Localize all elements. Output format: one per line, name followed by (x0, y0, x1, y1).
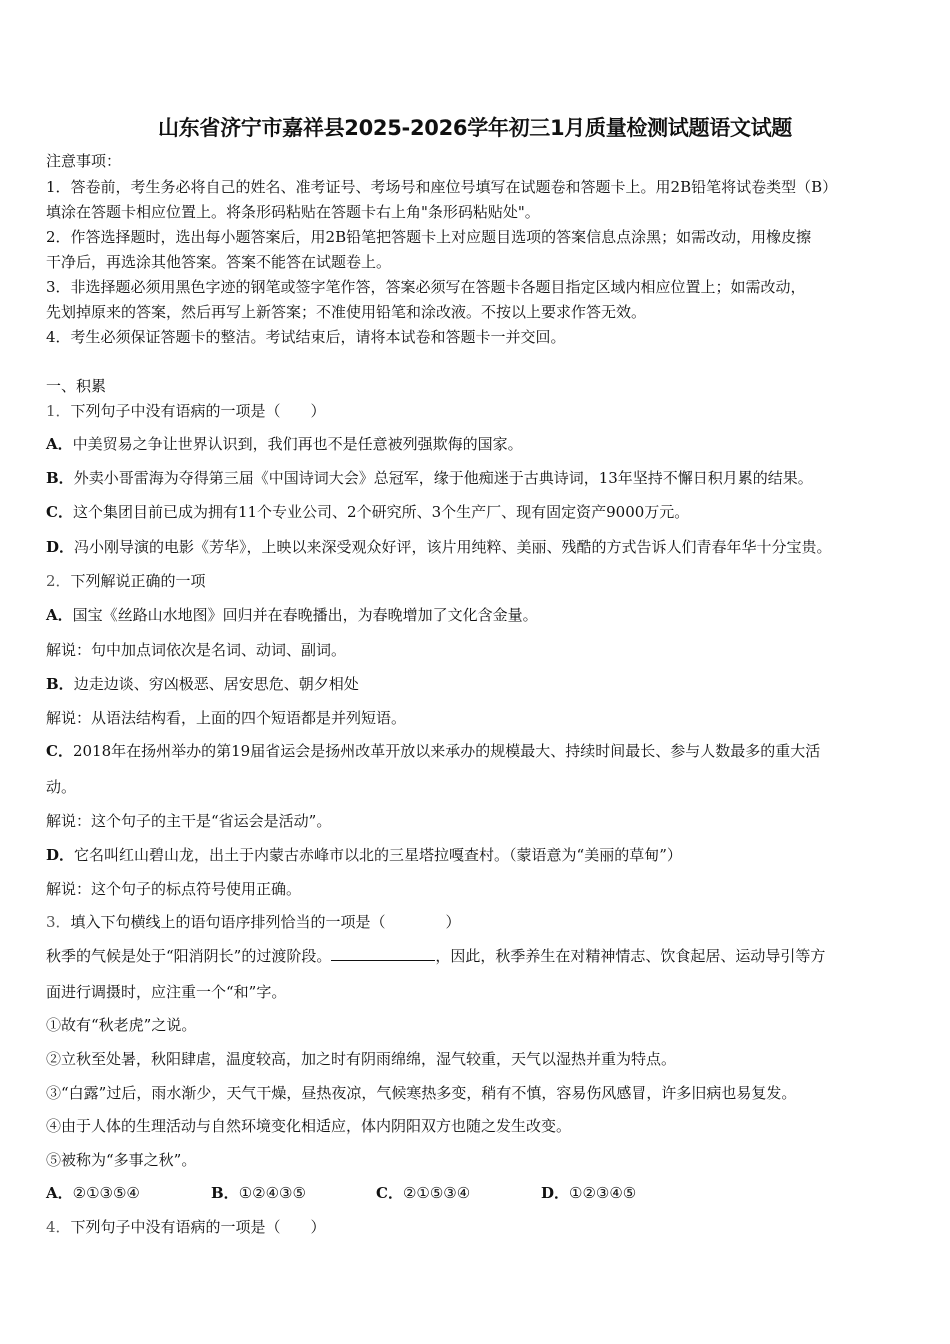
option-label: B． (46, 469, 74, 487)
question-text: 下列句子中没有语病的一项是（ ） (70, 1218, 326, 1236)
notice-heading: 注意事项： (46, 152, 122, 170)
notice-line: 4．考生必须保证答题卡的整洁。考试结束后，请将本试卷和答题卡一并交回。 (46, 328, 566, 346)
q1-option-b (46, 468, 813, 488)
option-text: ②①⑤③④ (402, 1184, 471, 1202)
option-label: B． (211, 1184, 239, 1202)
q3-item: ①故有“秋老虎”之说。 (46, 1016, 197, 1034)
question-3-stem (46, 912, 461, 932)
option-text: 外卖小哥雷海为夺得第三届《中国诗词大会》总冠军，缘于他痴迷于古典诗词，13年坚持不懈日积月累的结果。 (73, 469, 813, 487)
q2-note-b: 解说：从语法结构看，上面的四个短语都是并列短语。 (46, 709, 407, 727)
option-label: A． (46, 1184, 73, 1202)
option-text: 国宝《丝路山水地图》回归并在春晚播出，为春晚增加了文化含金量。 (72, 606, 538, 624)
section-heading: 一、积累 (46, 377, 107, 395)
option-label: A． (46, 606, 73, 624)
option-text: 中美贸易之争让世界认识到，我们再也不是任意被列强欺侮的国家。 (72, 435, 523, 453)
q1-option-c (46, 502, 689, 522)
q2-option-b (46, 674, 359, 694)
option-text: ①②④③⑤ (238, 1184, 306, 1202)
notice-line: 先划掉原来的答案，然后再写上新答案；不准使用铅笔和涂改液。不按以上要求作答无效。 (46, 303, 647, 321)
question-text: 下列句子中没有语病的一项是（ ） (70, 402, 326, 420)
option-text: 这个集团目前已成为拥有11个专业公司、2个研究所、3个生产厂、现有固定资产9000万元。 (72, 503, 690, 521)
question-text: 下列解说正确的一项 (70, 572, 206, 590)
question-number: 3． (46, 913, 71, 931)
option-label: B． (46, 675, 74, 693)
question-4-stem (46, 1217, 326, 1237)
option-text: 冯小刚导演的电影《芳华》，上映以来深受观众好评，该片用纯粹、美丽、残酷的方式告诉人们青春年华十分宝贵。 (74, 538, 832, 556)
option-label: D． (541, 1184, 570, 1202)
q1-option-a (46, 434, 523, 454)
q2-note-a: 解说：句中加点词依次是名词、动词、副词。 (46, 641, 347, 659)
question-text: 填入下句横线上的语句语序排列恰当的一项是（ ） (70, 913, 461, 931)
q3-passage-cont: 面进行调摄时，应注重一个“和”字。 (46, 983, 287, 1001)
passage-text: ，因此，秋季养生在对精神情志、饮食起居、运动导引等方 (435, 947, 826, 965)
question-number: 2． (46, 572, 71, 590)
q3-item: ④由于人体的生理活动与自然环境变化相适应，体内阴阳双方也随之发生改变。 (46, 1117, 572, 1135)
option-text: 2018年在扬州举办的第19届省运会是扬州改革开放以来承办的规模最大、持续时间最长、参与人数最多的重大活 (72, 742, 821, 760)
option-text: 边走边谈、穷凶极恶、居安思危、朝夕相处 (73, 675, 359, 693)
q2-note-c: 解说：这个句子的主干是“省运会是活动”。 (46, 812, 332, 830)
option-label: C． (376, 1184, 403, 1202)
option-label: D． (46, 846, 75, 864)
notice-line: 1．答卷前，考生务必将自己的姓名、准考证号、考场号和座位号填写在试题卷和答题卡上。用2B铅笔将试卷类型（B） (46, 178, 838, 196)
q3-option-a (46, 1183, 211, 1203)
q3-option-d (541, 1183, 636, 1203)
notice-line: 3．非选择题必须用黑色字迹的钢笔或签字笔作答，答案必须写在答题卡各题目指定区域内相应位置上；如需改动， (46, 278, 806, 296)
q3-passage (46, 946, 825, 966)
option-text: ①②③④⑤ (569, 1184, 637, 1202)
q3-option-b (211, 1183, 376, 1203)
notice-line: 填涂在答题卡相应位置上。将条形码粘贴在答题卡右上角"条形码粘贴处"。 (46, 203, 540, 221)
notice-line: 2．作答选择题时，选出每小题答案后，用2B铅笔把答题卡上对应题目选项的答案信息点涂黑；如需改动，用橡皮擦 (46, 228, 812, 246)
q1-option-d (46, 537, 832, 557)
q2-option-c (46, 741, 820, 761)
q2-option-c-cont: 动。 (46, 778, 77, 796)
option-label: C． (46, 503, 73, 521)
q3-options (46, 1183, 636, 1203)
q2-option-d (46, 845, 682, 865)
q3-option-c (376, 1183, 541, 1203)
option-label: D． (46, 538, 75, 556)
q2-note-d: 解说：这个句子的标点符号使用正确。 (46, 880, 302, 898)
question-1-stem (46, 401, 326, 421)
question-number: 4． (46, 1218, 71, 1236)
option-text: 它名叫红山碧山龙，出土于内蒙古赤峰市以北的三星塔拉嘎查村。（蒙语意为“美丽的草甸”） (74, 846, 682, 864)
q3-item: ⑤被称为“多事之秋”。 (46, 1151, 197, 1169)
page-title: 山东省济宁市嘉祥县2025-2026学年初三1月质量检测试题语文试题 (157, 116, 793, 140)
option-label: C． (46, 742, 73, 760)
option-label: A． (46, 435, 73, 453)
question-2-stem (46, 571, 206, 591)
q3-item: ③“白露”过后，雨水渐少，天气干燥，昼热夜凉，气候寒热多变，稍有不慎，容易伤风感冒，许多旧病也易复发。 (46, 1084, 797, 1102)
notice-line: 干净后，再选涂其他答案。答案不能答在试题卷上。 (46, 253, 392, 271)
question-number: 1． (46, 402, 71, 420)
option-text: ②①③⑤④ (72, 1184, 140, 1202)
passage-text: 秋季的气候是处于“阳消阴长”的过渡阶段。 (46, 947, 332, 965)
q3-item: ②立秋至处暑，秋阳肆虐，温度较高，加之时有阴雨绵绵，湿气较重，天气以湿热并重为特点。 (46, 1050, 677, 1068)
answer-blank (331, 947, 435, 961)
q2-option-a (46, 605, 538, 625)
